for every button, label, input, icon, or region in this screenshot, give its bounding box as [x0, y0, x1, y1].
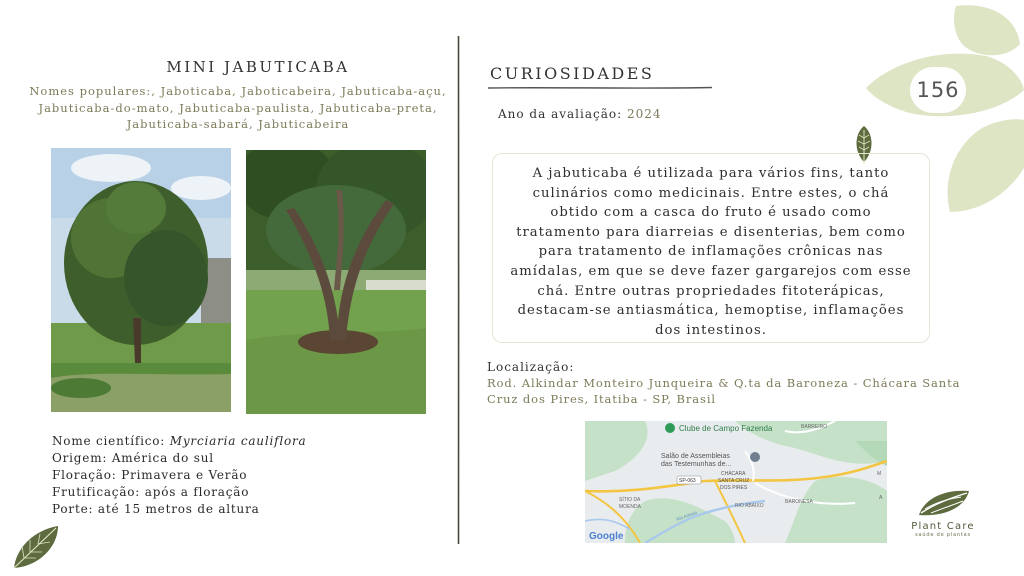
map-label-santa-cruz: SANTA CRUZ — [718, 478, 750, 484]
map-label-baronesa: BARONESA — [785, 499, 813, 505]
scientific-name-label: Nome científico: — [52, 434, 170, 448]
plant-care-logo — [905, 487, 981, 538]
size-row: Porte: até 15 metros de altura — [52, 502, 260, 516]
curiosities-title: CURIOSIDADES — [490, 64, 655, 83]
location-label: Localização: — [487, 360, 575, 374]
curiosities-text-box — [492, 153, 930, 343]
photo-tree-full — [51, 148, 231, 412]
map-label-sitio: SÍTIO DA — [619, 497, 641, 503]
map-poi-hall-2: das Testemunhas de... — [661, 461, 732, 468]
map-poi-hall-1: Salão de Assembleias — [661, 453, 730, 460]
scientific-name-row — [52, 433, 307, 450]
evaluation-year-label: Ano da avaliação: — [498, 107, 627, 121]
map-label-chacara: CHÁCARA — [721, 471, 746, 477]
scientific-name-value: Myrciaria cauliflora — [169, 434, 307, 448]
leaf-decoration — [8, 522, 62, 572]
fruiting-row: Frutificação: após a floração — [52, 485, 250, 499]
location-address: Rod. Alkindar Monteiro Junqueira & Q.ta da Baroneza - Chácara Santa Cruz dos Pires, Itatiba - SP, Brasil — [487, 376, 961, 406]
evaluation-year-value: 2024 — [626, 107, 662, 121]
page-number: 156 — [910, 67, 966, 113]
logo-tagline: saúde de plantas — [915, 532, 971, 538]
map-label-moenda: MOENDA — [619, 504, 641, 510]
logo-leaf-icon — [913, 487, 973, 519]
column-divider — [457, 36, 460, 544]
flowering-row: Floração: Primavera e Verão — [52, 468, 248, 482]
popular-names: Nomes populares:, Jaboticaba, Jaboticabeira, Jabuticaba-açu, Jabuticaba-do-mato, Jabuticaba-paulista, Jabuticaba-preta, Jabuticaba-sabará, Jabuticabeira — [29, 84, 447, 131]
map-label-river: Rio Atibaia — [675, 509, 698, 522]
map-label-barreiro: BARREIRO — [801, 424, 828, 430]
plant-facts — [52, 433, 307, 518]
logo-name: Plant Care — [911, 521, 975, 532]
map-road-shield: SP-063 — [679, 478, 696, 484]
map-edge-letter-m: M — [877, 471, 882, 477]
map-poi-club: Clube de Campo Fazenda — [679, 424, 773, 433]
map-google-logo: Google — [589, 531, 624, 542]
map-edge-letter-a: A — [879, 495, 883, 501]
map-label-rio-abaixo: RIO ABAIXO — [735, 503, 764, 509]
plant-title: MINI JABUTICABA — [166, 58, 350, 76]
photo-tree-trunk — [246, 150, 426, 414]
map-label-dos-pires: DOS PIRES — [720, 485, 748, 491]
location-map[interactable] — [585, 421, 887, 543]
origin-row: Origem: América do sul — [52, 451, 214, 465]
title-underline — [488, 86, 712, 90]
curiosities-text: A jabuticaba é utilizada para vários fins, tanto culinários como medicinais. Entre estes, o chá obtido com a casca do fruto é usado como tratamento para diarreias e disenterias, bem como para tratamento de inflamações crônicas nas amídalas, em que se deve fazer gargarejos com esse chá. Entre outras propriedades fitoterápicas, destacam-se antiasmática, hemoptise, inflamações dos intestinos. — [510, 166, 912, 338]
evaluation-year — [498, 107, 662, 121]
